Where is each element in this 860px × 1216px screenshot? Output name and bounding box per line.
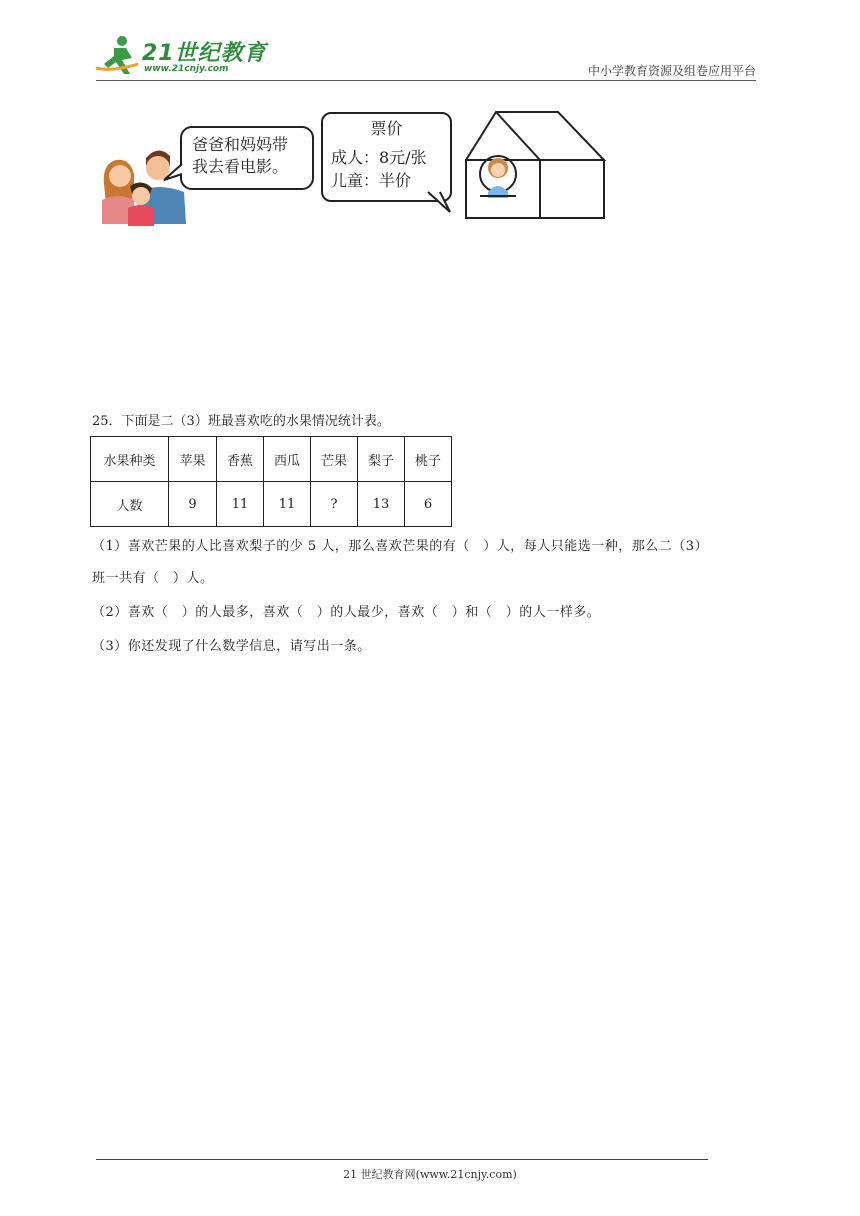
table-cell: 6 (405, 482, 452, 527)
table-row (91, 482, 452, 527)
header-platform-text: 中小学教育资源及组卷应用平台 (587, 64, 756, 78)
speech-line-1: 爸爸和妈妈带 (192, 135, 289, 154)
speech-bubble (180, 126, 314, 190)
ticket-bubble-tail (424, 190, 454, 216)
sub-question-3: （3）你还发现了什么数学信息，请写出一条。 (92, 639, 371, 654)
table-header-cell: 梨子 (358, 437, 405, 482)
speech-line-2: 我去看电影。 (192, 157, 289, 176)
table-header-label: 水果种类 (91, 437, 169, 482)
table-header-cell: 芒果 (311, 437, 358, 482)
table-cell: 9 (169, 482, 217, 527)
table-row-label: 人数 (91, 482, 169, 527)
question-title: 25．下面是二（3）班最喜欢吃的水果情况统计表。 (92, 414, 390, 429)
footer-text: 21 世纪教育网(www.21cnjy.com) (343, 1168, 517, 1181)
table-header-cell: 香蕉 (217, 437, 264, 482)
fruit-statistics-table (90, 436, 452, 527)
table-header-cell: 苹果 (169, 437, 217, 482)
ticket-title: 票价 (370, 119, 403, 138)
header-divider (96, 80, 756, 81)
logo-title: 21世纪教育 (142, 41, 267, 66)
sub-question-1-line-1: （1）喜欢芒果的人比喜欢梨子的少 5 人，那么喜欢芒果的有（ ）人，每人只能选一种，那么二（3） (92, 539, 709, 554)
speech-bubble-tail (163, 160, 187, 184)
table-cell: ? (311, 482, 358, 527)
ticket-adult-price: 成人：8元/张 (331, 148, 427, 167)
sub-question-1-line-2: 班一共有（ ）人。 (92, 571, 214, 586)
footer-divider (96, 1159, 708, 1160)
ticket-price-bubble (321, 112, 452, 202)
family-illustration (98, 144, 190, 226)
table-header-cell: 桃子 (405, 437, 452, 482)
table-cell: 11 (217, 482, 264, 527)
table-header-cell: 西瓜 (264, 437, 311, 482)
sub-question-2: （2）喜欢（ ）的人最多，喜欢（ ）的人最少，喜欢（ ）和（ ）的人一样多。 (92, 605, 601, 620)
table-cell: 13 (358, 482, 405, 527)
ticket-booth-illustration (460, 106, 608, 222)
table-header-row (91, 437, 452, 482)
logo-url: www.21cnjy.com (144, 64, 229, 74)
table-cell: 11 (264, 482, 311, 527)
ticket-child-price: 儿童：半价 (331, 171, 412, 190)
